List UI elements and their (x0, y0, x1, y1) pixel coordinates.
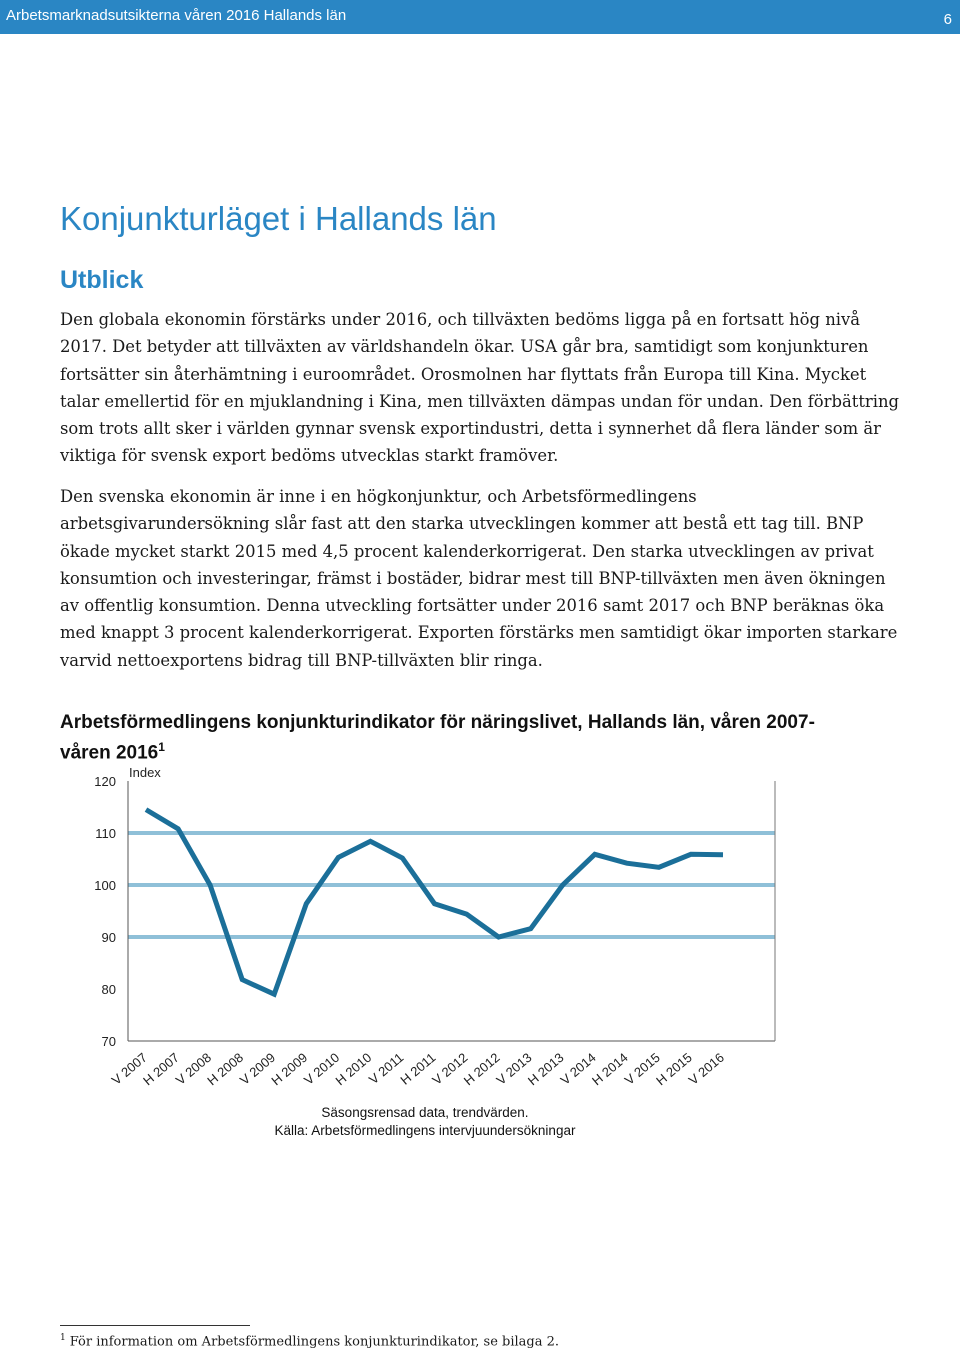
x-tick-label: V 2014 (557, 1049, 599, 1088)
y-tick-label: 90 (101, 930, 116, 945)
y-tick-label: 70 (101, 1034, 116, 1049)
x-tick-label: V 2008 (172, 1049, 215, 1088)
y-tick-label: 110 (95, 826, 116, 841)
x-tick-label: H 2008 (204, 1049, 247, 1089)
figure-footnote-marker: 1 (158, 740, 165, 754)
section-title: Konjunkturläget i Hallands län (60, 200, 497, 237)
document-title: Arbetsmarknadsutsikterna våren 2016 Hallands län (6, 7, 347, 24)
running-header (0, 0, 960, 34)
series-line (146, 810, 723, 995)
paragraph-swedish-economy: Den svenska ekonomin är inne i en högkonjunktur, och Arbetsförmedlingens arbetsgivarundersökning slår fast att den starka utvecklingen kommer att bestå ett tag till. BNP ökade mycket starkt 2015 med 4,5 procent kalenderkorrigerat. Den starka utvecklingen av privat konsumtion och investeringar, främst i bostäder, bidrar mest till BNP-tillväxten men även ökningen av offentlig konsumtion. Denna utveckling fortsätter under 2016 samt 2017 och BNP beräknas öka med knappt 3 procent kalenderkorrigerat. Exporten förstärks men samtidigt ökar importen starkare varvid nettoexportens bidrag till BNP-tillväxten blir ringa. (60, 487, 898, 670)
x-tick-label: V 2012 (429, 1049, 471, 1088)
series-group (146, 810, 723, 995)
x-tick-label: H 2009 (268, 1049, 311, 1089)
x-tick-label: V 2007 (108, 1049, 150, 1088)
x-tick-label: H 2007 (140, 1049, 182, 1089)
y-tick-label: 100 (94, 878, 116, 893)
y-tick-label: 120 (94, 774, 116, 789)
footnote (60, 1333, 559, 1349)
indicator-line-chart (0, 755, 960, 1100)
x-tick-label: V 2009 (236, 1049, 279, 1088)
chart-note: Säsongsrensad data, trendvärden. (321, 1105, 529, 1120)
chart-source: Källa: Arbetsförmedlingens intervjuundersökningar (274, 1123, 576, 1138)
x-tick-label: H 2014 (589, 1049, 631, 1089)
x-tick-label: V 2013 (493, 1049, 535, 1088)
page-number: 6 (943, 11, 952, 28)
x-tick-label: H 2012 (460, 1049, 503, 1089)
footnote-text: För information om Arbetsförmedlingens konjunkturindikator, se bilaga 2. (69, 1334, 560, 1350)
x-tick-label: V 2010 (301, 1049, 343, 1088)
x-tick-label: V 2015 (621, 1049, 663, 1088)
figure-title-text: Arbetsförmedlingens konjunkturindikator för näringslivet, Hallands län, våren 2007-våren 2016 (60, 712, 815, 764)
y-tick-label: 80 (101, 982, 116, 997)
x-tick-label: H 2010 (332, 1049, 375, 1089)
x-tick-label: H 2011 (397, 1049, 439, 1088)
section-subtitle: Utblick (60, 266, 144, 294)
y-tick-labels (94, 774, 116, 1049)
x-tick-label: V 2016 (685, 1049, 727, 1088)
x-tick-labels (109, 1050, 727, 1088)
x-tick-label: V 2011 (365, 1049, 407, 1088)
y-axis-label: Index (129, 765, 161, 780)
x-tick-label: H 2013 (524, 1049, 567, 1089)
footnote-divider (60, 1325, 250, 1326)
footnote-marker: 1 (60, 1333, 66, 1343)
paragraph-outlook: Den globala ekonomin förstärks under 2016, och tillväxten bedöms ligga på en fortsatt hög nivå 2017. Det betyder att tillväxten av världshandeln ökar. USA går bra, samtidigt som konjunkturen fortsätter sin återhämtning i euroområdet. Orosmolnen har flyttats från Europa till Kina. Mycket talar emellertid för en mjuklandning i Kina, men tillväxten dämpas undan för undan. Den förbättring som trots allt sker i världen gynnar svensk exportindustri, detta i synnerhet då flera länder som är viktiga för svensk export bedöms utvecklas starkt framöver. (60, 310, 900, 466)
x-tick-label: H 2015 (653, 1049, 695, 1089)
